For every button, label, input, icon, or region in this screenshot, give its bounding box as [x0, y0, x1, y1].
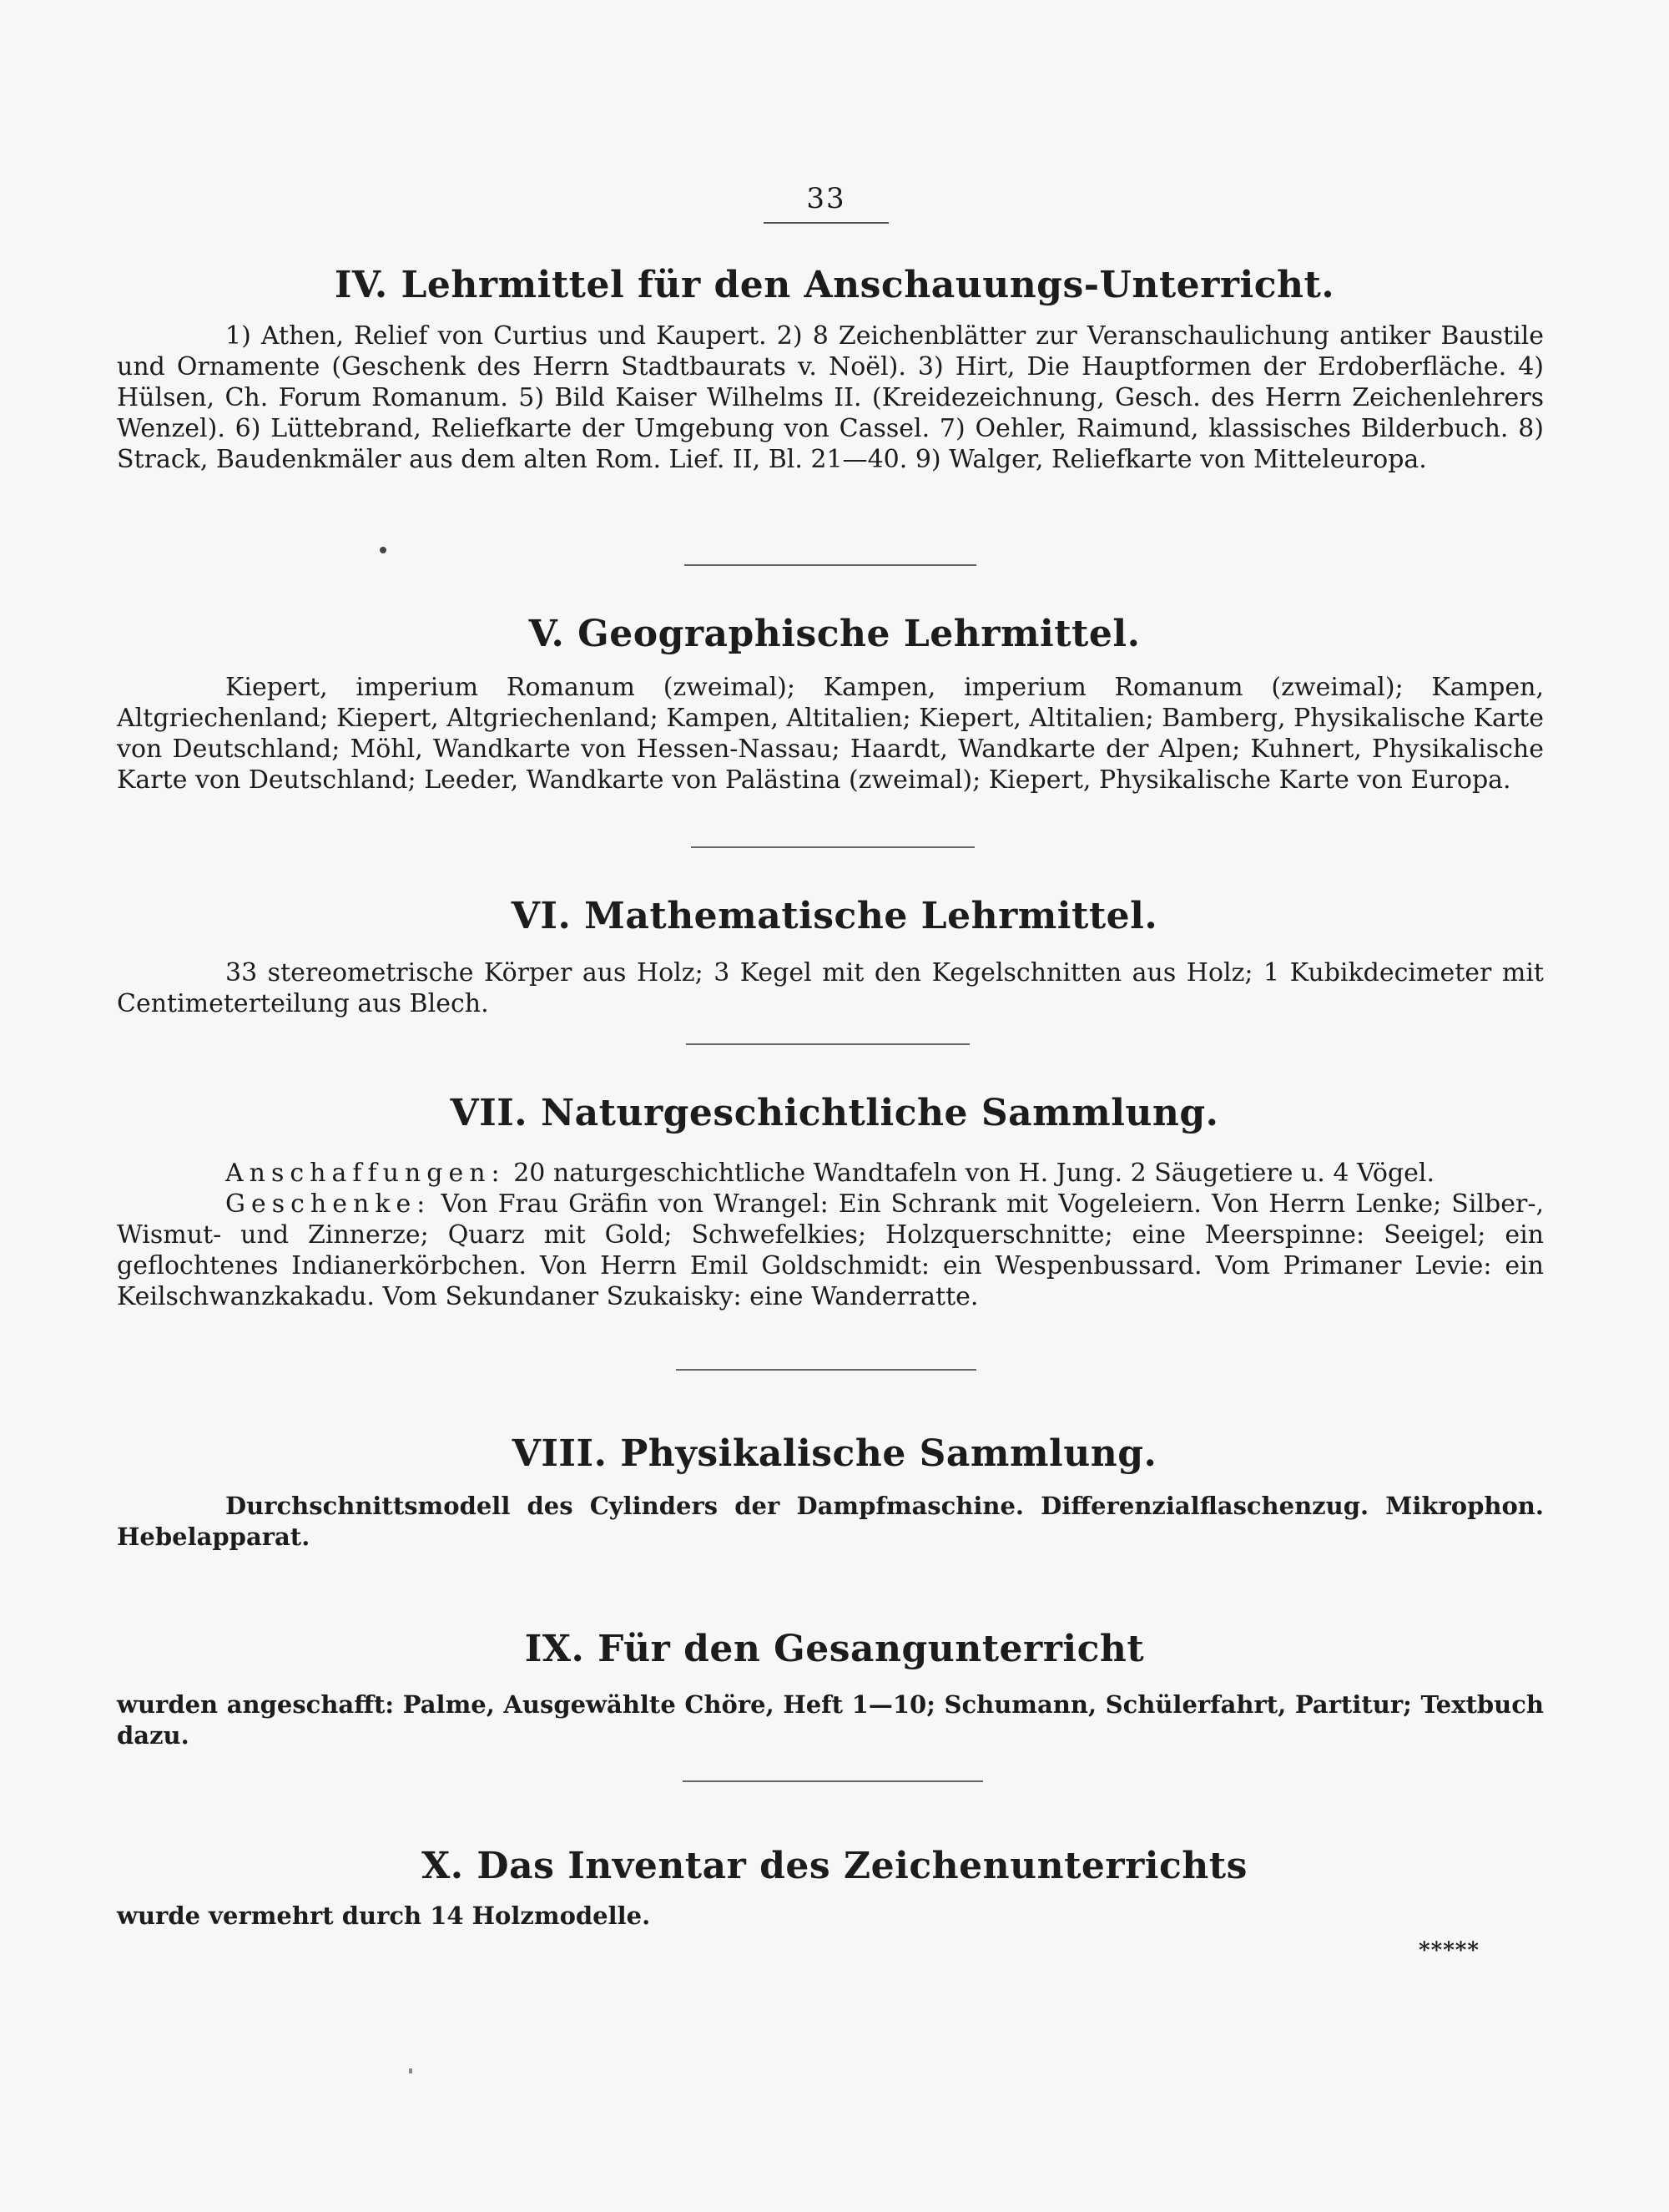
- section-8-text: Durchschnittsmodell des Cylinders der Dampfmaschine. Differenzialflaschenzug. Mikrophon. Hebelapparat.: [117, 1492, 1544, 1551]
- section-9-body: [117, 1689, 1544, 1751]
- section-4-heading: IV. Lehrmittel für den Anschauungs-Unterricht.: [334, 264, 1335, 306]
- section-4-body: [117, 321, 1544, 475]
- page-number-rule: [764, 222, 889, 224]
- section-8-body: [117, 1491, 1544, 1553]
- paper-speck: [409, 2068, 412, 2073]
- section-divider: [676, 1369, 976, 1371]
- section-divider: [683, 1780, 983, 1782]
- gifts-label: Geschenke:: [225, 1189, 431, 1219]
- section-10-heading: X. Das Inventar des Zeichenunterrichts: [421, 1845, 1248, 1887]
- acquisitions-text: 20 naturgeschichtliche Wandtafeln von H. Jung. 2 Säugetiere u. 4 Vögel.: [513, 1159, 1435, 1188]
- section-7-body: [117, 1158, 1544, 1312]
- section-7-heading: VII. Naturgeschichtliche Sammlung.: [450, 1092, 1219, 1134]
- section-5-body: [117, 672, 1544, 795]
- ink-dot: [380, 547, 386, 553]
- section-10-body: [117, 1901, 1544, 1932]
- gifts-text: Von Frau Gräfin von Wrangel: Ein Schrank mit Vogeleiern. Von Herrn Lenke; Silber-, Wismut- und Zinnerze; Quarz mit Gold; Schwefelkies; Holzquerschnitte; eine Meerspinne: Seeigel; ein geflochtenes Indianerkörbchen. Von Herrn Emil Goldschmidt: ein Wespenbussard. Vom Primaner Levie: ein Keilschwanzkakadu. Vom Sekundaner Szukaisky: eine Wanderratte.: [117, 1189, 1544, 1311]
- section-7-gifts: [117, 1189, 1544, 1312]
- section-9-text: wurden angeschafft: Palme, Ausgewählte Chöre, Heft 1—10; Schumann, Schülerfahrt, Partitur; Textbuch dazu.: [117, 1690, 1544, 1750]
- section-6-text: 33 stereometrische Körper aus Holz; 3 Kegel mit den Kegelschnitten aus Holz; 1 Kubikdecimeter mit Centimeterteilung aus Blech.: [117, 958, 1544, 1018]
- section-5-heading: V. Geographische Lehrmittel.: [528, 613, 1141, 655]
- section-10-text: wurde vermehrt durch 14 Holzmodelle.: [117, 1901, 651, 1930]
- end-mark: *****: [1419, 1938, 1480, 1963]
- section-4-text: 1) Athen, Relief von Curtius und Kaupert. 2) 8 Zeichenblätter zur Veranschaulichung antiker Baustile und Ornamente (Geschenk des Herrn Stadtbaurats v. Noël). 3) Hirt, Die Hauptformen der Erdoberfläche. 4) Hülsen, Ch. Forum Romanum. 5) Bild Kaiser Wilhelms II. (Kreidezeichnung, Gesch. des Herrn Zeichenlehrers Wenzel). 6) Lüttebrand, Reliefkarte der Umgebung von Cassel. 7) Oehler, Raimund, klassisches Bilderbuch. 8) Strack, Baudenkmäler aus dem alten Rom. Lief. II, Bl. 21—40. 9) Walger, Reliefkarte von Mitteleuropa.: [117, 321, 1544, 474]
- section-divider: [684, 564, 976, 566]
- section-8-heading: VIII. Physikalische Sammlung.: [512, 1432, 1157, 1475]
- section-7-acquisitions: [117, 1158, 1544, 1189]
- page-number: 33: [806, 182, 846, 215]
- section-divider: [691, 846, 975, 848]
- section-6-body: [117, 957, 1544, 1019]
- section-5-text: Kiepert, imperium Romanum (zweimal); Kampen, imperium Romanum (zweimal); Kampen, Altgriechenland; Kiepert, Altgriechenland; Kampen, Altitalien; Kiepert, Altitalien; Bamberg, Physikalische Karte von Deutschland; Möhl, Wandkarte von Hessen-Nassau; Haardt, Wandkarte der Alpen; Kuhnert, Physikalische Karte von Deutschland; Leeder, Wandkarte von Palästina (zweimal); Kiepert, Physikalische Karte von Europa.: [117, 673, 1545, 795]
- section-6-heading: VI. Mathematische Lehrmittel.: [511, 895, 1158, 937]
- section-divider: [686, 1043, 970, 1045]
- section-9-heading: IX. Für den Gesangunterricht: [524, 1628, 1145, 1670]
- acquisitions-label: Anschaffungen:: [225, 1159, 506, 1188]
